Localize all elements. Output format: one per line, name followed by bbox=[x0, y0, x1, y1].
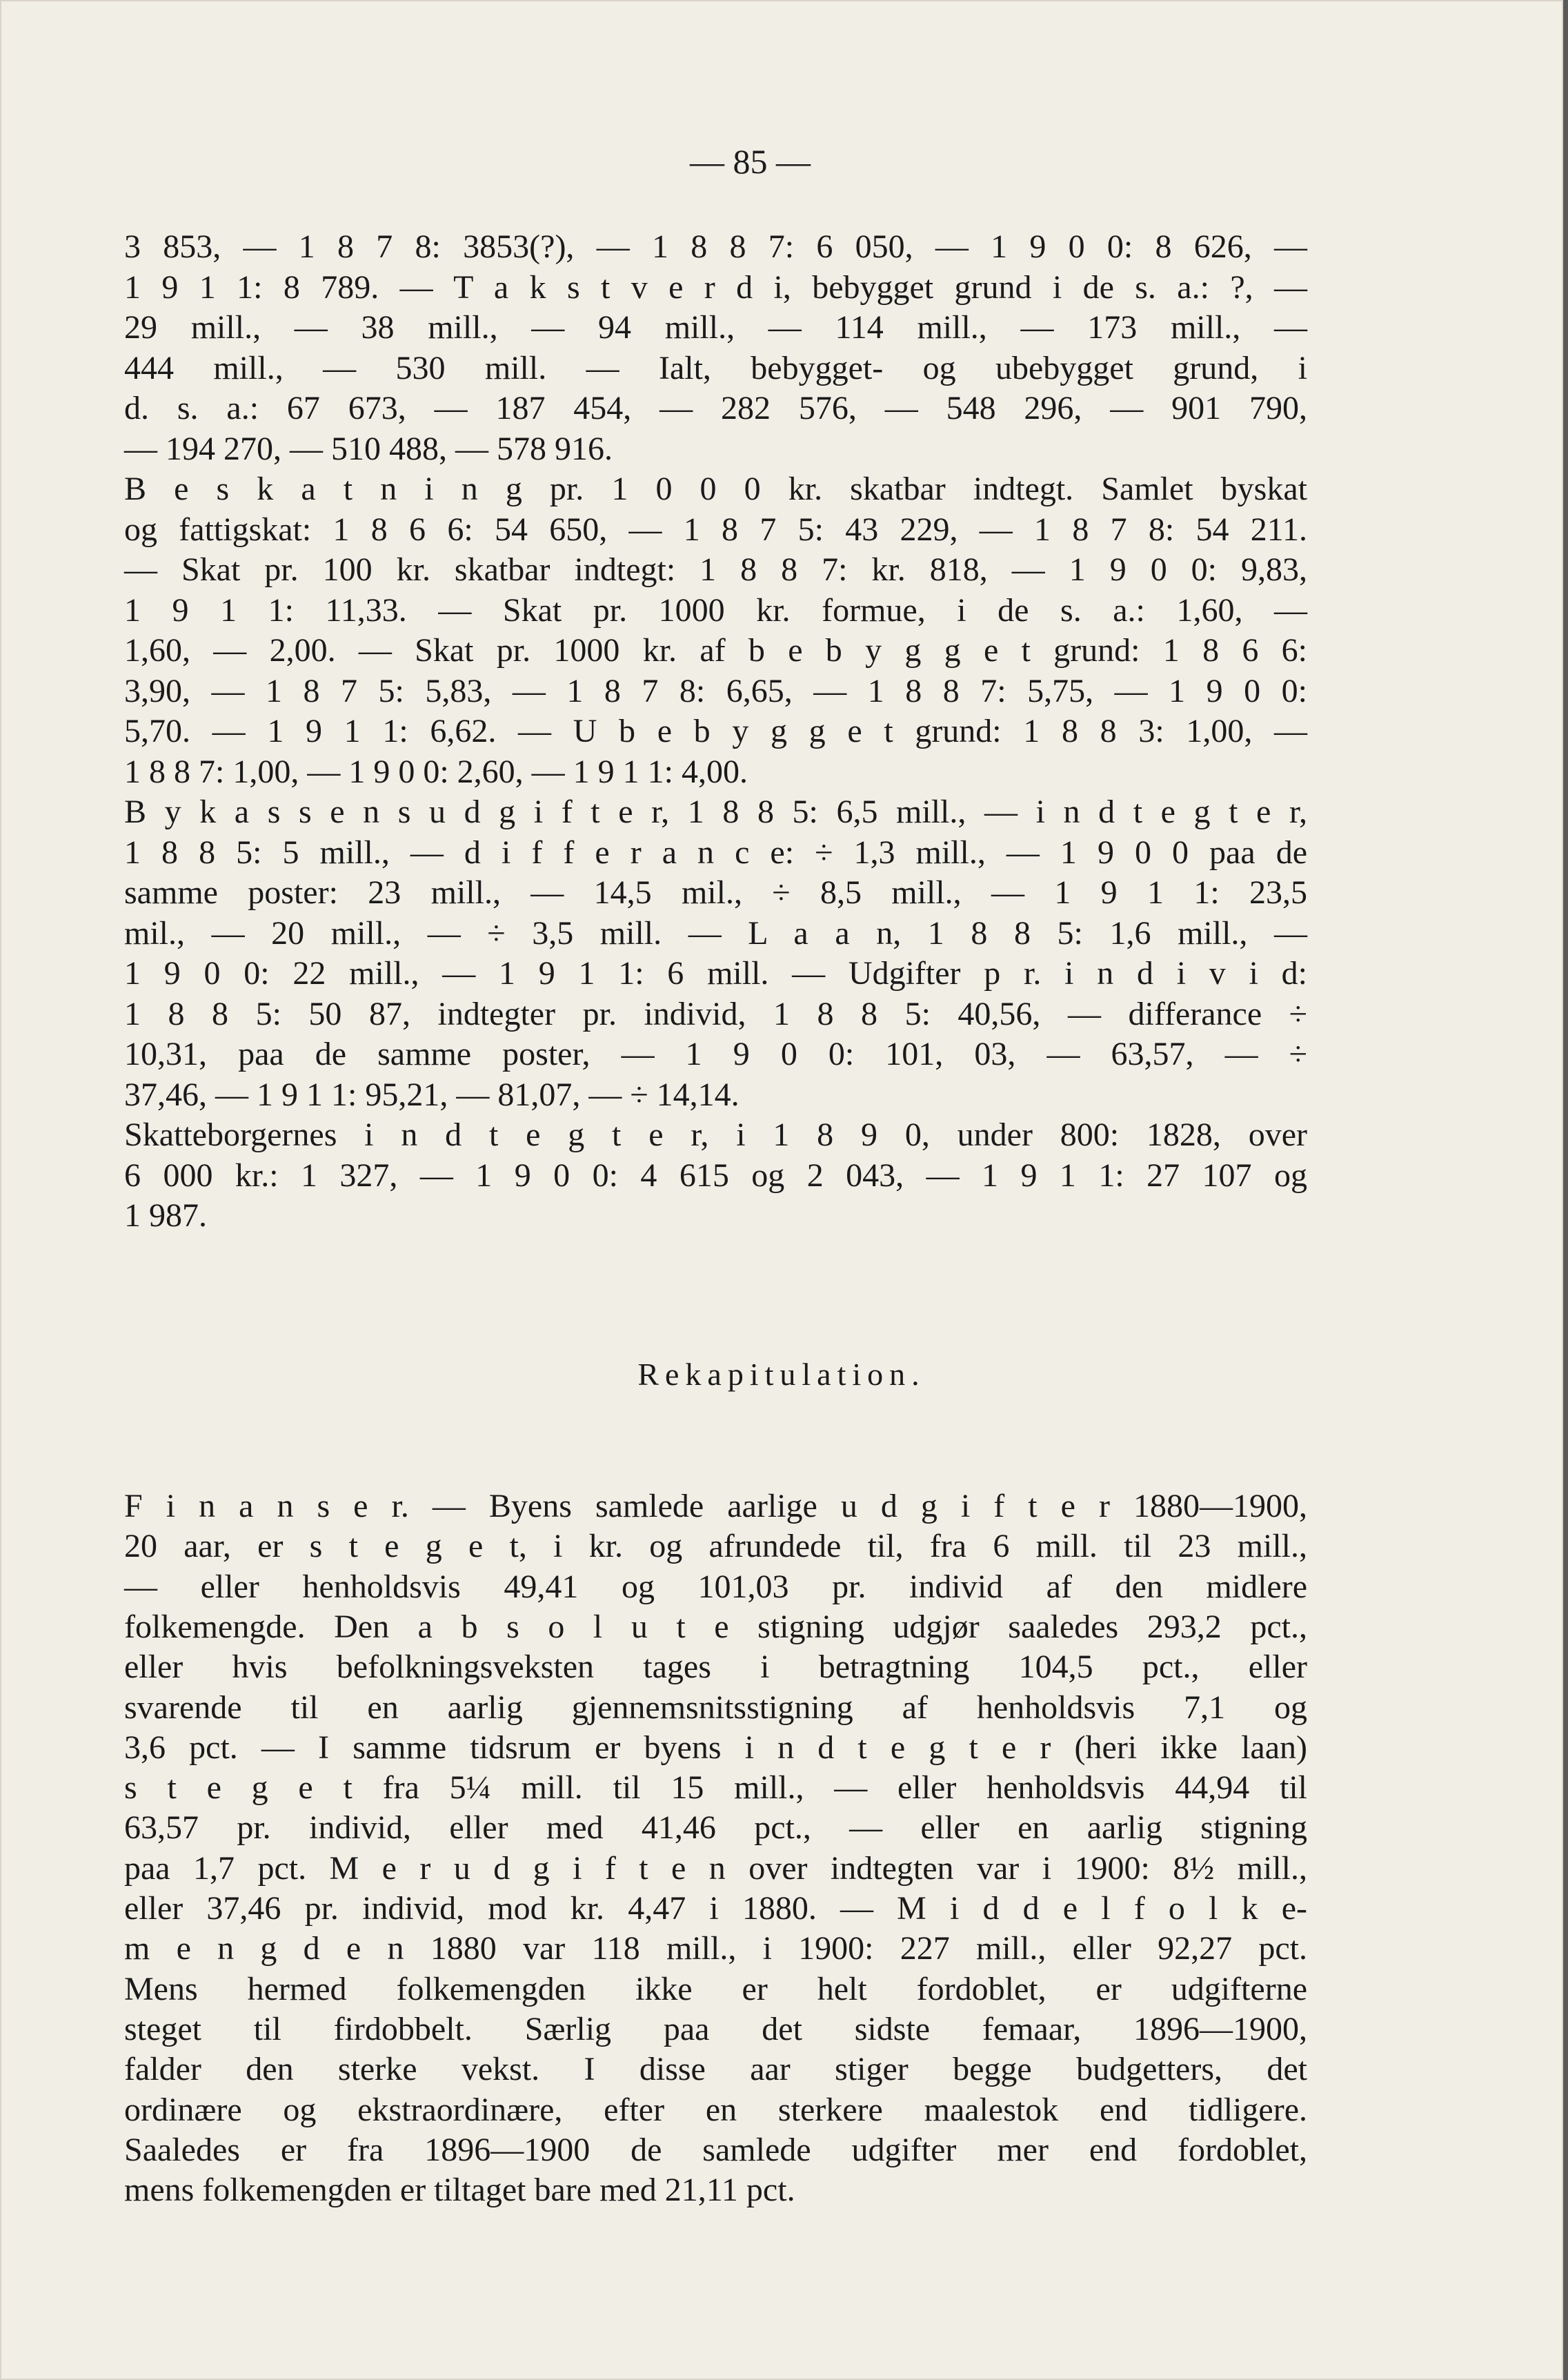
page-number: — 85 — bbox=[690, 142, 811, 181]
text-line: 444 mill., — 530 mill. — Ialt, bebygget- og ubebygget grund, i bbox=[124, 349, 1307, 386]
text-line: paa 1,7 pct. M e r u d g i f t e n over indtegten var i 1900: 8½ mill., bbox=[124, 1849, 1307, 1887]
text-line: eller 37,46 pr. individ, mod kr. 4,47 i 1880. — M i d d e l f o l k e- bbox=[124, 1890, 1307, 1927]
text-line: steget til firdobbelt. Særlig paa det sidste femaar, 1896—1900, bbox=[124, 2010, 1307, 2047]
text-line: folkemengde. Den a b s o l u t e stigning udgjør saaledes 293,2 pct., bbox=[124, 1608, 1307, 1645]
text-line: 37,46, — 1 9 1 1: 95,21, — 81,07, — ÷ 14,14. bbox=[124, 1076, 740, 1113]
text-line: 1 8 8 5: 50 87, indtegter pr. individ, 1 8 8 5: 40,56, — differance ÷ bbox=[124, 995, 1307, 1032]
text-line: — 194 270, — 510 488, — 578 916. bbox=[124, 430, 613, 467]
text-line: Mens hermed folkemengden ikke er helt fordoblet, er udgifterne bbox=[124, 1970, 1307, 2007]
text-line: 3,6 pct. — I samme tidsrum er byens i n d t e g t e r (heri ikke laan) bbox=[124, 1729, 1307, 1766]
text-line: 1 8 8 7: 1,00, — 1 9 0 0: 2,60, — 1 9 1 1: 4,00. bbox=[124, 753, 748, 790]
text-line: 10,31, paa de samme poster, — 1 9 0 0: 101, 03, — 63,57, — ÷ bbox=[124, 1036, 1307, 1072]
text-line: mil., — 20 mill., — ÷ 3,5 mill. — L a a n, 1 8 8 5: 1,6 mill., — bbox=[124, 914, 1307, 952]
text-line: 1 8 8 5: 5 mill., — d i f f e r a n c e: ÷ 1,3 mill., — 1 9 0 0 paa de bbox=[124, 834, 1307, 871]
text-line: B y k a s s e n s u d g i f t e r, 1 8 8 5: 6,5 mill., — i n d t e g t e r, bbox=[124, 794, 1307, 830]
text-line: 63,57 pr. individ, eller med 41,46 pct., — eller en aarlig stigning bbox=[124, 1809, 1307, 1847]
text-line: d. s. a.: 67 673, — 187 454, — 282 576, — 548 296, — 901 790, bbox=[124, 390, 1307, 426]
text-line: samme poster: 23 mill., — 14,5 mil., ÷ 8,5 mill., — 1 9 1 1: 23,5 bbox=[124, 874, 1307, 911]
text-line: 1 9 1 1: 8 789. — T a k s t v e r d i, bebygget grund i de s. a.: ?, — bbox=[124, 268, 1307, 306]
text-line: Saaledes er fra 1896—1900 de samlede udgifter mer end fordoblet, bbox=[124, 2131, 1307, 2168]
text-line: — Skat pr. 100 kr. skatbar indtegt: 1 8 8 7: kr. 818, — 1 9 0 0: 9,83, bbox=[124, 551, 1307, 588]
text-line: 20 aar, er s t e g e t, i kr. og afrundede til, fra 6 mill. til 23 mill., bbox=[124, 1528, 1307, 1565]
text-line: m e n g d e n 1880 var 118 mill., i 1900: 227 mill., eller 92,27 pct. bbox=[124, 1930, 1307, 1967]
text-line: 5,70. — 1 9 1 1: 6,62. — U b e b y g g e t grund: 1 8 8 3: 1,00, — bbox=[124, 713, 1307, 749]
text-line: falder den sterke vekst. I disse aar stiger begge budgetters, det bbox=[124, 2051, 1307, 2088]
text-line: 3,90, — 1 8 7 5: 5,83, — 1 8 7 8: 6,65, — 1 8 8 7: 5,75, — 1 9 0 0: bbox=[124, 672, 1307, 709]
text-line: 1,60, — 2,00. — Skat pr. 1000 kr. af b e b y g g e t grund: 1 8 6 6: bbox=[124, 632, 1307, 669]
text-line: og fattigskat: 1 8 6 6: 54 650, — 1 8 7 5: 43 229, — 1 8 7 8: 54 211. bbox=[124, 511, 1307, 548]
text-line: 3 853, — 1 8 7 8: 3853(?), — 1 8 8 7: 6 050, — 1 9 0 0: 8 626, — bbox=[124, 228, 1307, 265]
text-line: s t e g e t fra 5¼ mill. til 15 mill., — eller henholdsvis 44,94 til bbox=[124, 1769, 1307, 1807]
text-line: B e s k a t n i n g pr. 1 0 0 0 kr. skatbar indtegt. Samlet byskat bbox=[124, 471, 1307, 507]
text-line: 6 000 kr.: 1 327, — 1 9 0 0: 4 615 og 2 043, — 1 9 1 1: 27 107 og bbox=[124, 1157, 1307, 1194]
text-line: eller hvis befolkningsveksten tages i betragtning 104,5 pct., eller bbox=[124, 1649, 1307, 1686]
text-line: mens folkemengden er tiltaget bare med 21,11 pct. bbox=[124, 2172, 795, 2209]
text-line: 1 9 0 0: 22 mill., — 1 9 1 1: 6 mill. — Udgifter p r. i n d i v i d: bbox=[124, 955, 1307, 992]
text-line: — eller henholdsvis 49,41 og 101,03 pr. individ af den midlere bbox=[124, 1568, 1307, 1605]
section-heading: Rekapitulation. bbox=[637, 1357, 926, 1392]
text-line: 1 9 1 1: 11,33. — Skat pr. 1000 kr. formue, i de s. a.: 1,60, — bbox=[124, 591, 1307, 629]
text-line: Skatteborgernes i n d t e g t e r, i 1 8 9 0, under 800: 1828, over bbox=[124, 1117, 1307, 1153]
text-line: ordinære og ekstraordinære, efter en sterkere maalestok end tidligere. bbox=[124, 2091, 1307, 2128]
text-line: F i n a n s e r. — Byens samlede aarlige u d g i f t e r 1880—1900, bbox=[124, 1488, 1307, 1524]
text-line: svarende til en aarlig gjennemsnitsstigning af henholdsvis 7,1 og bbox=[124, 1689, 1307, 1726]
text-line: 29 mill., — 38 mill., — 94 mill., — 114 mill., — 173 mill., — bbox=[124, 309, 1307, 346]
text-line: 1 987. bbox=[124, 1197, 207, 1234]
